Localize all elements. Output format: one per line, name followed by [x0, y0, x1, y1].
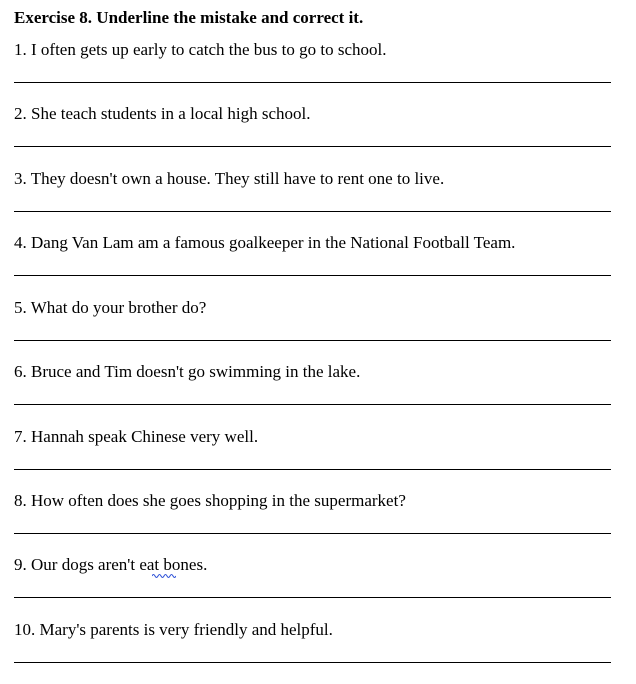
- question-text: 6. Bruce and Tim doesn't go swimming in the lake.: [14, 362, 361, 381]
- exercise-item-6: [14, 362, 614, 426]
- answer-line: [14, 82, 611, 83]
- answer-line: [14, 146, 611, 147]
- exercise-item-4: [14, 233, 614, 297]
- answer-line: [14, 340, 611, 341]
- question-text: 7. Hannah speak Chinese very well.: [14, 427, 259, 446]
- exercise-title: Exercise 8. Underline the mistake and correct it.: [14, 8, 364, 27]
- exercise-item-3: [14, 169, 614, 233]
- question-text: 4. Dang Van Lam am a famous goalkeeper in the National Football Team.: [14, 233, 516, 252]
- exercise-item-10: [14, 620, 614, 684]
- answer-line: [14, 211, 611, 212]
- exercise-item-5: [14, 298, 614, 362]
- exercise-item-9: [14, 555, 614, 619]
- question-text: 2. She teach students in a local high school.: [14, 104, 311, 123]
- answer-line: [14, 469, 611, 470]
- question-text: 1. I often gets up early to catch the bus to go to school.: [14, 40, 387, 59]
- question-text: 5. What do your brother do?: [14, 298, 207, 317]
- answer-line: [14, 662, 611, 663]
- question-text: 3. They doesn't own a house. They still have to rent one to live.: [14, 169, 445, 188]
- answer-line: [14, 404, 611, 405]
- question-text: 9. Our dogs aren't eat bones.: [14, 555, 208, 574]
- exercise-item-1: [14, 40, 614, 104]
- question-text: 10. Mary's parents is very friendly and helpful.: [14, 620, 333, 639]
- exercise-item-2: [14, 104, 614, 168]
- question-text: 8. How often does she goes shopping in the supermarket?: [14, 491, 406, 510]
- exercise-item-8: [14, 491, 614, 555]
- answer-line: [14, 533, 611, 534]
- spellcheck-squiggle: [152, 573, 176, 578]
- answer-line: [14, 597, 611, 598]
- exercise-item-7: [14, 427, 614, 491]
- answer-line: [14, 275, 611, 276]
